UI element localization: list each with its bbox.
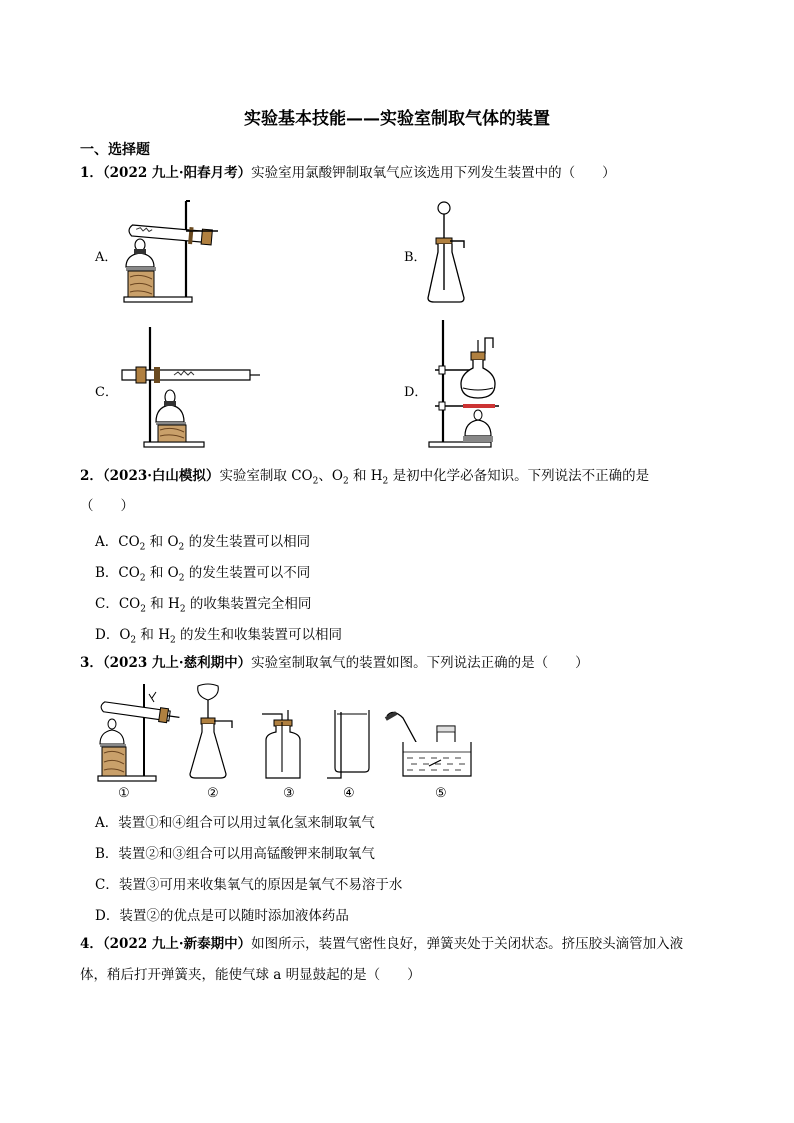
question-2 — [80, 467, 649, 491]
apparatus-c-figure — [118, 325, 262, 450]
apparatus-a-figure — [118, 193, 228, 305]
section-heading: 一、选择题 — [80, 142, 150, 158]
option-a[interactable] — [95, 530, 310, 553]
question-text-part: 、O — [318, 468, 343, 484]
answer-parenthesis: （ ） — [80, 498, 134, 514]
option-c[interactable] — [95, 592, 311, 615]
apparatus-3-figure — [258, 708, 302, 782]
subscript: 2 — [179, 604, 186, 615]
question-3 — [80, 654, 589, 672]
wood-block — [158, 425, 186, 442]
question-number: 3． — [80, 655, 103, 671]
apparatus-d-figure — [425, 318, 521, 450]
option-text: 的收集装置完全相同 — [185, 596, 312, 612]
question-number: 2． — [80, 468, 103, 484]
question-4 — [80, 935, 683, 953]
question-number: 4． — [80, 936, 103, 952]
question-text: 如图所示，装置气密性良好，弹簧夹处于关闭状态。挤压胶头滴管加入液 — [251, 936, 684, 952]
apparatus-1-figure — [94, 680, 184, 784]
option-label-d: D． — [404, 385, 428, 400]
question-number: 1． — [80, 165, 103, 181]
apparatus-b-figure — [424, 198, 480, 304]
subscript: 2 — [130, 635, 137, 646]
stand-base — [144, 442, 204, 447]
option-text: 的发生和收集装置可以相同 — [175, 627, 343, 643]
option-label-c: C． — [95, 385, 118, 400]
figure-label-2: ② — [207, 786, 219, 801]
page-title: 实验基本技能——实验室制取气体的装置 — [244, 109, 550, 129]
figure-label-3: ③ — [283, 786, 295, 801]
option-a[interactable]: A．装置①和④组合可以用过氧化氢来制取氧气 — [95, 815, 375, 831]
apparatus-2-figure — [186, 682, 236, 782]
subscript: 2 — [178, 573, 185, 584]
question-source: （2022 九上·新泰期中） — [102, 936, 252, 952]
option-label-b: B． — [404, 250, 427, 265]
apparatus-5-figure — [383, 706, 473, 782]
figure-label-1: ① — [118, 786, 130, 801]
alcohol-lamp — [156, 405, 184, 422]
subscript: 2 — [178, 542, 185, 553]
question-text-part: 实验室制取 CO — [219, 468, 313, 484]
option-text: C．CO — [95, 596, 141, 612]
option-label-a: A． — [95, 250, 118, 265]
question-source: （2022 九上·阳春月考） — [102, 165, 252, 181]
option-text: B．CO — [95, 565, 140, 581]
option-text: A．CO — [95, 534, 140, 550]
subscript: 2 — [139, 542, 146, 553]
question-text-part: 是初中化学必备知识。下列说法不正确的是 — [388, 468, 650, 484]
alcohol-lamp — [126, 253, 154, 267]
question-text-part: 和 H — [348, 468, 383, 484]
option-d[interactable]: D．装置②的优点是可以随时添加液体药品 — [95, 908, 349, 924]
option-d[interactable] — [95, 623, 342, 646]
figure-label-5: ⑤ — [435, 786, 447, 801]
question-text: 实验室用氯酸钾制取氧气应该选用下列发生装置中的（ ） — [251, 165, 616, 181]
subscript: 2 — [312, 476, 319, 487]
option-text: 的发生装置可以相同 — [184, 534, 311, 550]
option-text: 和 O — [145, 534, 179, 550]
apparatus-4-figure — [325, 708, 371, 784]
question-4-line2: 体，稍后打开弹簧夹，能使气球 a 明显鼓起的是（ ） — [80, 967, 421, 983]
question-source: （2023·白山模拟） — [102, 468, 220, 484]
subscript: 2 — [342, 476, 349, 487]
stand-base — [124, 297, 192, 302]
subscript: 2 — [382, 476, 389, 487]
option-text: 和 O — [145, 565, 179, 581]
subscript: 2 — [170, 635, 176, 646]
option-text: 的发生装置可以不同 — [184, 565, 311, 581]
option-c[interactable]: C．装置③可用来收集氧气的原因是氧气不易溶于水 — [95, 877, 403, 893]
option-text: 和 H — [145, 596, 180, 612]
figure-label-4: ④ — [343, 786, 355, 801]
option-text: 和 H — [136, 627, 170, 643]
option-text: D．O — [95, 627, 131, 643]
question-text: 实验室制取氧气的装置如图。下列说法正确的是（ ） — [251, 655, 589, 671]
option-b[interactable] — [95, 561, 310, 584]
subscript: 2 — [140, 604, 146, 615]
question-1 — [80, 164, 616, 182]
option-b[interactable]: B．装置②和③组合可以用高锰酸钾来制取氧气 — [95, 846, 375, 862]
subscript: 2 — [139, 573, 146, 584]
question-source: （2023 九上·慈利期中） — [102, 655, 252, 671]
